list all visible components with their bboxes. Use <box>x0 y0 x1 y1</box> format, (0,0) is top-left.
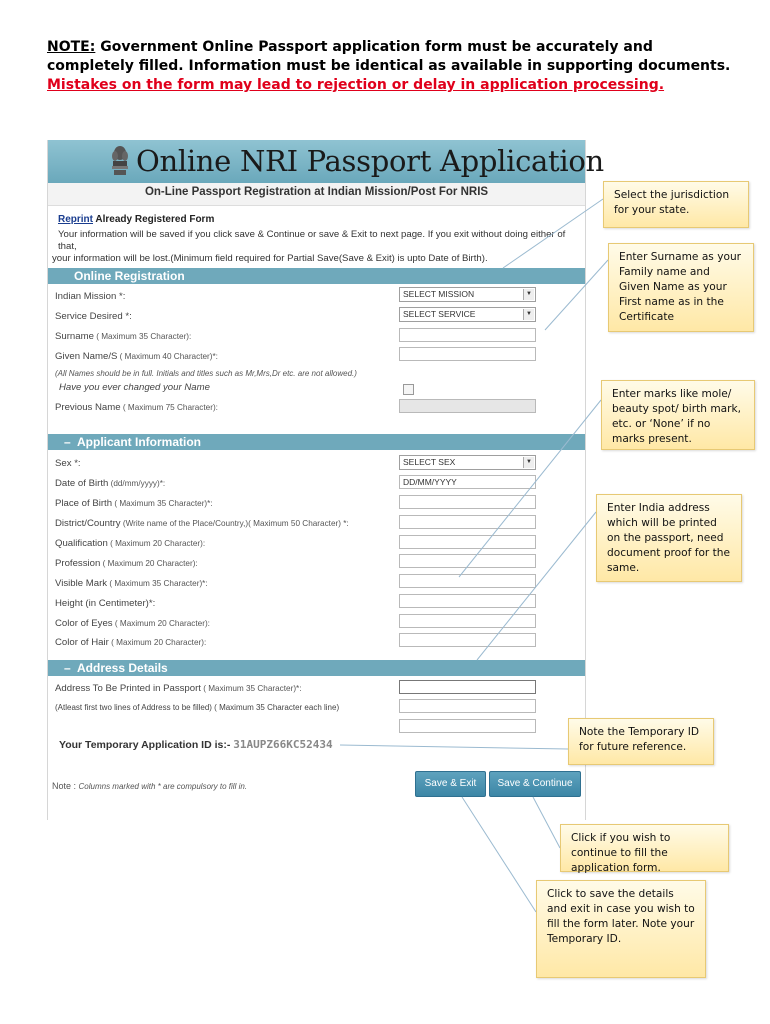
connector-save-exit <box>462 797 536 912</box>
form-title: Online NRI Passport Application <box>136 144 604 178</box>
service-desired-value: SELECT SERVICE <box>403 309 476 319</box>
callout-jurisdiction: Select the jurisdiction for your state. <box>603 181 749 228</box>
form-subtitle: On-Line Passport Registration at Indian Mission/Post For NRIS <box>144 186 489 198</box>
chevron-down-icon: ▼ <box>523 457 534 468</box>
callout-continue: Click if you wish to continue to fill the application form. <box>560 824 729 872</box>
collapse-icon[interactable]: – <box>64 435 71 449</box>
reprint-link[interactable]: Reprint <box>58 214 93 225</box>
hair-label-text: Color of Hair <box>55 637 109 648</box>
given-name-hint: ( Maximum 40 Character)*: <box>117 352 218 361</box>
address-note: (Atleast first two lines of Address to be filled) ( Maximum 35 Character each line) <box>55 703 340 712</box>
note-text: Government Online Passport application form must be accurately and completely filled. Information must be identical as available in supporting documents. <box>47 39 731 74</box>
address-hint: ( Maximum 35 Character)*: <box>200 684 302 693</box>
service-desired-label: Service Desired *: <box>55 311 132 322</box>
connector-jurisdiction <box>503 199 603 268</box>
indian-mission-value: SELECT MISSION <box>403 289 475 299</box>
temporary-id-label: Your Temporary Application ID is:- <box>59 739 234 751</box>
temporary-id-value: 31AUPZ66KC52434 <box>233 738 333 751</box>
connector-address <box>477 512 596 660</box>
callout-temp-id: Note the Temporary ID for future reference. <box>568 718 714 765</box>
sex-label: Sex *: <box>55 458 81 469</box>
hair-hint: ( Maximum 20 Character): <box>108 638 207 647</box>
sex-value: SELECT SEX <box>403 457 456 467</box>
profession-hint: ( Maximum 20 Character): <box>100 559 198 568</box>
eyes-hint: ( Maximum 20 Character): <box>112 619 210 628</box>
indian-mission-label: Indian Mission *: <box>55 291 126 302</box>
height-label: Height (in Centimeter)*: <box>55 598 156 609</box>
dob-hint: (dd/mm/yyyy)*: <box>108 479 166 488</box>
visible-mark-label-text: Visible Mark <box>55 578 108 589</box>
connector-continue <box>533 797 560 848</box>
address-label-text: Address To Be Printed in Passport <box>55 683 201 694</box>
compulsory-note-text: Columns marked with * are compulsory to fill in. <box>78 782 248 791</box>
section-title: Online Registration <box>74 269 185 283</box>
compulsory-note-label: Note : <box>52 781 79 791</box>
place-of-birth-hint: ( Maximum 35 Character)*: <box>112 499 213 508</box>
note-label: NOTE: <box>47 39 96 55</box>
callout-save-exit: Click to save the details and exit in case you wish to fill the form later. Note your Temporary ID. <box>536 880 706 978</box>
qualification-label-text: Qualification <box>55 538 108 549</box>
collapse-icon[interactable]: – <box>64 661 71 675</box>
dob-placeholder: DD/MM/YYYY <box>403 477 457 487</box>
callout-marks: Enter marks like mole/ beauty spot/ birth mark, etc. or ‘None’ if no marks present. <box>601 380 755 450</box>
previous-name-hint: ( Maximum 75 Character): <box>120 403 218 412</box>
place-of-birth-label-text: Place of Birth <box>55 498 113 509</box>
dob-label-text: Date of Birth <box>55 478 109 489</box>
profession-label-text: Profession <box>55 558 101 569</box>
district-hint: (Write name of the Place/Country,)( Maximum 50 Character) *: <box>120 519 349 528</box>
callout-surname: Enter Surname as your Family name and Given Name as your First name as in the Certificate <box>608 243 754 332</box>
eyes-label-text: Color of Eyes <box>55 618 113 629</box>
section-title: Address Details <box>77 661 168 675</box>
visible-mark-hint: ( Maximum 35 Character)*: <box>107 579 208 588</box>
chevron-down-icon: ▼ <box>523 289 534 300</box>
connector-marks <box>459 400 601 577</box>
qualification-hint: ( Maximum 20 Character): <box>107 539 206 548</box>
changed-name-label: Have you ever changed your Name <box>59 382 210 393</box>
given-name-label-text: Given Name/S <box>55 351 118 362</box>
surname-label-text: Surname <box>55 331 94 342</box>
connector-temp-id <box>340 745 568 749</box>
save-exit-button[interactable]: Save & Exit <box>415 771 486 797</box>
connector-surname <box>545 260 608 330</box>
callout-address: Enter India address which will be printed on the passport, need document proof for the same. <box>596 494 742 582</box>
previous-name-label-text: Previous Name <box>55 402 121 413</box>
reprint-text: Already Registered Form <box>93 214 215 225</box>
district-label-text: District/Country <box>55 518 121 529</box>
save-continue-button[interactable]: Save & Continue <box>489 771 581 797</box>
section-title: Applicant Information <box>77 435 201 449</box>
names-note: (All Names should be in full. Initials and titles such as Mr,Mrs,Dr etc. are not allowed.) <box>55 369 357 378</box>
surname-hint: ( Maximum 35 Character): <box>93 332 192 341</box>
save-info-line-2: your information will be lost.(Minimum field required for Partial Save(Save & Exit) is upto Date of Birth). <box>52 253 488 264</box>
save-info-line-1: Your information will be saved if you click save & Continue or save & Exit to next page. If you exit without doing either of that, <box>58 229 566 252</box>
chevron-down-icon: ▼ <box>523 309 534 320</box>
note-warning: Mistakes on the form may lead to rejection or delay in application processing. <box>47 77 665 93</box>
